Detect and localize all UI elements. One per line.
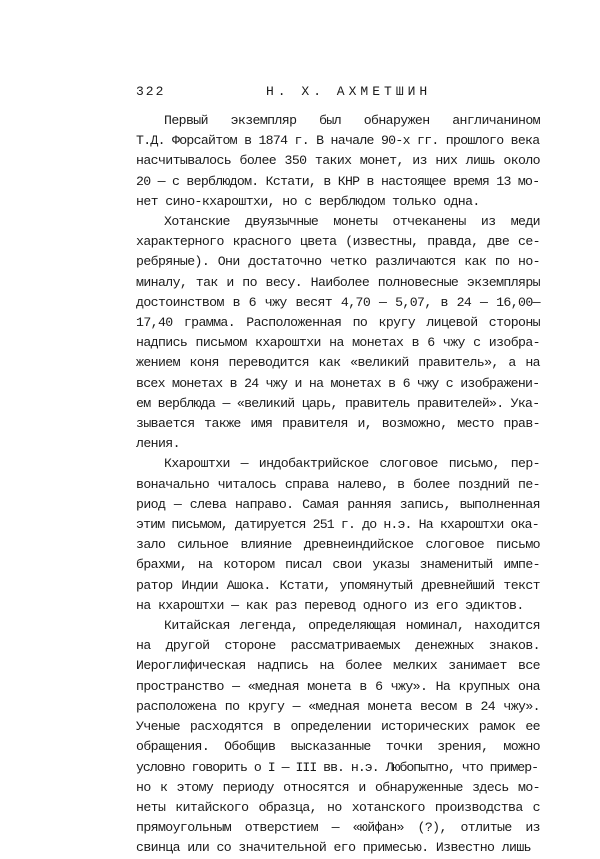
text-line: на другой стороне рассматриваемых денежных знаков. <box>136 638 540 654</box>
body-text <box>136 111 540 859</box>
paragraph <box>136 212 540 454</box>
text-line: зывается также имя правителя и, возможно, место прав- <box>136 416 540 432</box>
text-line: обращения. Обобщив высказанные точки зрения, можно <box>136 739 540 755</box>
text-line: Т.Д. Форсайтом в 1874 г. В начале 90-х гг. прошлого века <box>136 133 540 149</box>
text-line: воначально читалось справа налево, в более поздний пе- <box>136 476 540 492</box>
running-header <box>136 84 540 102</box>
text-line: но к этому периоду относятся и обнаруженные здесь мо- <box>136 779 540 795</box>
text-line: характерного красного цвета (известны, правда, две се- <box>136 234 540 250</box>
text-line: свинца или со значительной его примесью. Известно лишь <box>136 840 531 856</box>
text-line: нет сино-кхароштхи, но с верблюдом только одна. <box>136 193 480 209</box>
text-line: Ученые расходятся в определении исторических рамок ее <box>136 719 540 735</box>
text-line: на кхароштхи — как раз перевод одного из его эдиктов. <box>136 597 524 613</box>
text-line: ребряные). Они достаточно четко различаются как по но- <box>136 254 540 270</box>
paragraph <box>136 616 540 858</box>
paragraph <box>136 454 540 616</box>
author-name: Н. Х. АХМЕТШИН <box>266 84 432 99</box>
text-line: Иероглифическая надпись на более мелких занимает все <box>136 658 540 674</box>
page-number: 322 <box>136 84 166 99</box>
text-line: условно говорить о I — III вв. н.э. Любопытно, что пример- <box>136 759 539 775</box>
text-line: миналу, так и по весу. Наиболее полновесные экземпляры <box>136 274 540 290</box>
text-line: достоинством в 6 чжу весят 4,70 — 5,07, в 24 — 16,00— <box>136 294 540 310</box>
text-line: жением коня переводится как «великий правитель», а на <box>136 355 540 371</box>
text-line: пространство — «медная монета в 6 чжу». На крупных она <box>136 678 540 694</box>
text-line: брахми, на котором писал свои указы знаменитый импе- <box>136 557 540 573</box>
text-line: прямоугольным отверстием — «юйфан» (?), отлитые из <box>136 820 540 836</box>
text-line: этим письмом, датируется 251 г. до н.э. На кхароштхи ока- <box>136 517 539 533</box>
text-line: насчитывалось более 350 таких монет, из них лишь около <box>136 153 540 169</box>
text-line: зало сильное влияние древнеиндийское слоговое письмо <box>136 537 540 553</box>
text-line: расположена по кругу — «медная монета весом в 24 чжу». <box>136 698 540 714</box>
text-line: 17,40 грамма. Расположенная по кругу лицевой стороны <box>136 315 540 331</box>
text-line: надпись письмом кхароштхи на монетах в 6 чжу с изобра- <box>136 335 540 351</box>
paragraph <box>136 111 540 212</box>
text-line: ратор Индии Ашока. Кстати, упомянутый древнейший текст <box>136 577 540 593</box>
text-line: Кхароштхи — индобактрийское слоговое письмо, пер- <box>164 456 540 472</box>
text-line: риод — слева направо. Самая ранняя запись, выполненная <box>136 496 540 512</box>
text-line: 20 — с верблюдом. Кстати, в КНР в настоящее время 13 мо- <box>136 173 540 189</box>
text-line: ем верблюда — «великий царь, правитель правителей». Ука- <box>136 395 540 411</box>
text-line: Хотанские двуязычные монеты отчеканены из меди <box>164 214 540 230</box>
text-line: всех монетах в 24 чжу и на монетах в 6 чжу с изображени- <box>136 375 540 391</box>
text-line: Китайская легенда, определяющая номинал, находится <box>164 618 540 634</box>
text-line: Первый экземпляр был обнаружен англичанином <box>164 113 540 128</box>
text-line: ления. <box>136 436 180 452</box>
text-line: неты китайского образца, но хотанского производства с <box>136 799 540 815</box>
